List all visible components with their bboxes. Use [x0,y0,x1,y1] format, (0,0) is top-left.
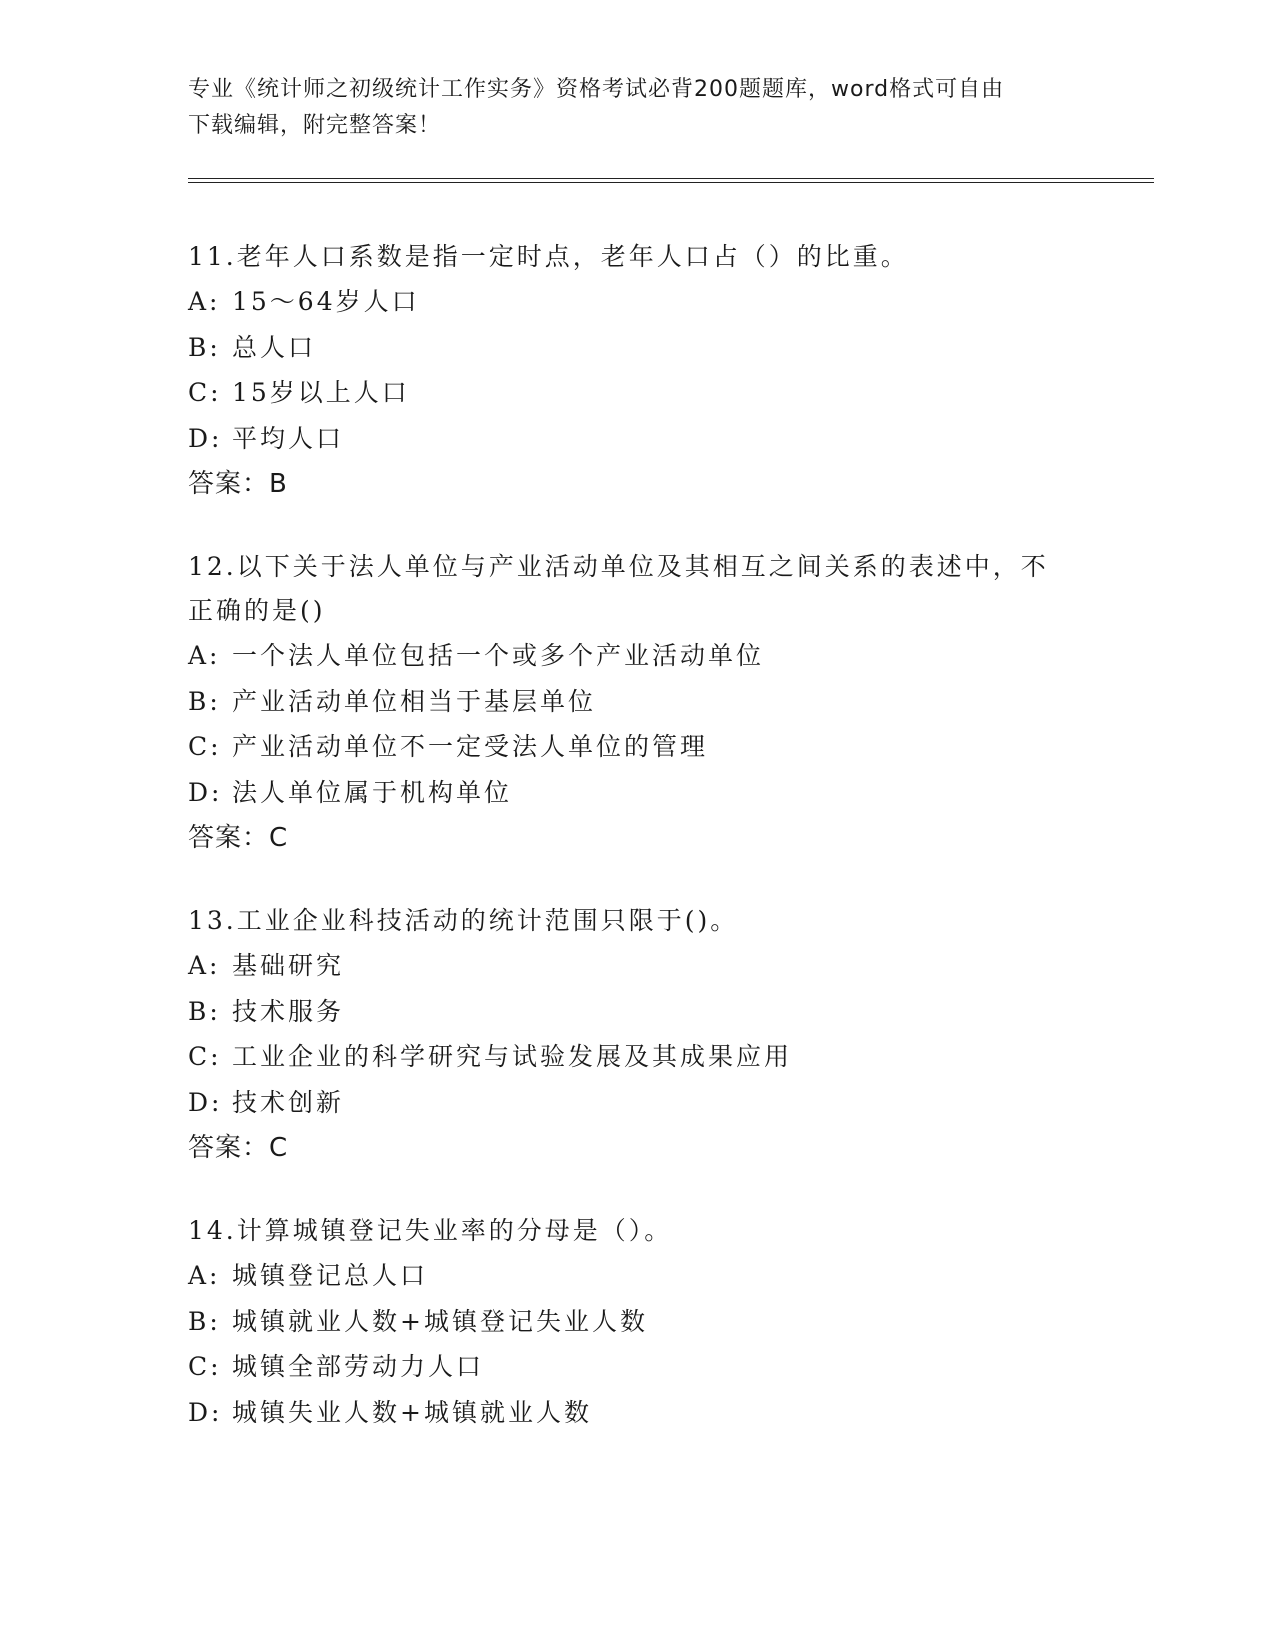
option-d [188,1390,1088,1436]
option-b [188,989,1088,1035]
question-stem: 13.工业企业科技活动的统计范围只限于()。 [188,906,739,935]
answer-line: 答案：C [188,1133,289,1163]
option-a [188,1253,1088,1299]
header-line-1: 专业《统计师之初级统计工作实务》资格考试必背200题题库，word格式可自由 [188,77,1005,102]
option-letter: C: [188,1352,222,1381]
option-letter: C: [188,378,222,407]
option-letter: A: [188,951,221,980]
option-letter: D: [188,1397,223,1427]
header-divider [188,178,1154,183]
question-13 [188,899,1088,1171]
option-letter: D: [188,777,223,807]
option-d [188,1080,1088,1126]
option-text: 一个法人单位包括一个或多个产业活动单位 [232,641,765,670]
question-list [188,235,1088,1473]
option-text: 城镇全部劳动力人口 [232,1352,485,1381]
option-text: 平均人口 [232,423,345,453]
option-letter: B: [188,1306,221,1336]
option-letter: D: [188,1087,223,1117]
document-header [188,72,1088,144]
option-text: 产业活动单位相当于基层单位 [232,686,597,716]
option-a [188,279,1088,325]
question-stem: 12.以下关于法人单位与产业活动单位及其相互之间关系的表述中，不 [188,552,1049,581]
option-text: 技术创新 [232,1087,345,1117]
option-text: 工业企业的科学研究与试验发展及其成果应用 [232,1042,793,1071]
option-letter: C: [188,732,222,761]
option-d [188,416,1088,462]
option-letter: C: [188,1042,222,1071]
option-c [188,724,1088,770]
option-d [188,770,1088,816]
option-c [188,1344,1088,1390]
option-letter: D: [188,423,223,453]
question-14 [188,1209,1088,1435]
option-text: 技术服务 [232,996,345,1026]
option-text: 15岁以上人口 [232,378,410,407]
option-c [188,370,1088,416]
question-stem: 14.计算城镇登记失业率的分母是（）。 [188,1216,673,1245]
option-text: 基础研究 [232,951,345,980]
question-12 [188,545,1088,861]
option-text: 15～64岁人口 [232,287,420,316]
option-letter: A: [188,287,221,316]
option-text: 城镇失业人数+城镇就业人数 [232,1397,592,1427]
option-text: 产业活动单位不一定受法人单位的管理 [232,732,709,761]
question-stem: 11.老年人口系数是指一定时点，老年人口占（）的比重。 [188,242,909,271]
question-stem-continued: 正确的是() [188,596,326,625]
option-text: 法人单位属于机构单位 [232,777,513,807]
option-letter: B: [188,332,221,362]
option-b [188,679,1088,725]
option-text: 城镇就业人数+城镇登记失业人数 [232,1306,648,1336]
option-text: 总人口 [232,332,317,362]
answer-line: 答案：B [188,469,288,499]
option-b [188,1299,1088,1345]
answer-line: 答案：C [188,823,289,853]
question-11 [188,235,1088,507]
option-letter: A: [188,641,221,670]
option-letter: B: [188,686,221,716]
option-text: 城镇登记总人口 [232,1261,429,1290]
option-a [188,943,1088,989]
option-a [188,633,1088,679]
option-letter: B: [188,996,221,1026]
option-b [188,325,1088,371]
option-c [188,1034,1088,1080]
option-letter: A: [188,1261,221,1290]
header-line-2: 下载编辑，附完整答案！ [188,113,442,138]
